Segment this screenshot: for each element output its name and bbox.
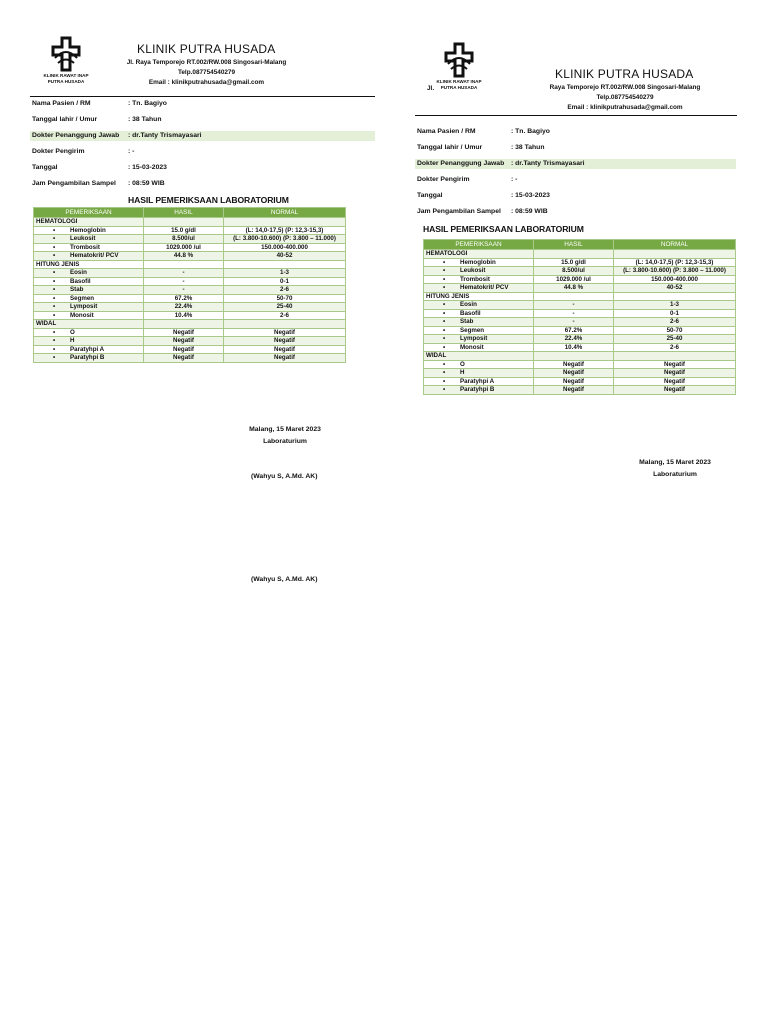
header-divider — [30, 96, 375, 97]
test-result: 44.8 % — [144, 252, 224, 261]
test-normal: 50-70 — [224, 294, 346, 303]
column-header: NORMAL — [224, 208, 346, 218]
test-name — [424, 258, 534, 267]
test-normal: 40-52 — [224, 252, 346, 261]
test-normal: Negatif — [224, 345, 346, 354]
patient-value: : 15-03-2023 — [128, 164, 167, 171]
section-label: HITUNG JENIS — [424, 292, 534, 301]
clinic-address-block — [525, 83, 725, 113]
test-name-text: Lymposit — [70, 303, 98, 310]
test-name-text: Eosin — [70, 269, 87, 276]
patient-label: Dokter Penanggung Jawab — [417, 160, 505, 167]
table-row — [424, 284, 736, 293]
column-header: PEMERIKSAAN — [34, 208, 144, 218]
sign-place-date: Malang, 15 Maret 2023 — [249, 426, 321, 433]
test-normal: 0-1 — [224, 277, 346, 286]
logo-line-1: KLINIK RAWAT INAP — [436, 79, 482, 84]
column-header: PEMERIKSAAN — [424, 240, 534, 250]
address-prefix: Jl. — [427, 85, 435, 92]
patient-label: Dokter Pengirim — [32, 148, 85, 155]
patient-row — [415, 159, 736, 169]
test-result: Negatif — [144, 354, 224, 363]
test-name-text: Segmen — [70, 294, 95, 302]
test-normal: 25-40 — [614, 335, 736, 344]
patient-value: : Tn. Bagiyo — [128, 100, 167, 107]
test-normal: 40-52 — [614, 284, 736, 293]
table-row — [34, 328, 346, 337]
test-name — [34, 269, 144, 278]
clinic-address: Raya Temporejo RT.002/RW.008 Singosari-Malang — [549, 84, 701, 91]
table-row — [424, 386, 736, 395]
patient-row — [30, 179, 375, 189]
test-name-text: Monosit — [70, 311, 94, 319]
test-normal: 50-70 — [614, 326, 736, 335]
test-normal: 2-6 — [224, 286, 346, 295]
patient-value: : Tn. Bagiyo — [511, 128, 550, 135]
test-result: 8.500/ul — [534, 267, 614, 276]
table-row — [424, 301, 736, 310]
patient-row — [415, 143, 736, 153]
patient-row — [30, 131, 375, 141]
section-row — [424, 292, 736, 301]
table-header-row — [34, 208, 346, 218]
test-name — [34, 235, 144, 244]
test-name — [424, 369, 534, 378]
table-row — [34, 337, 346, 346]
test-name-text: Paratyhpi B — [460, 386, 495, 393]
test-name-text: Segmen — [460, 326, 485, 334]
test-name — [424, 284, 534, 293]
test-name-text: Paratyhpi A — [460, 377, 495, 385]
test-name-text: Lymposit — [460, 335, 488, 342]
table-row — [34, 269, 346, 278]
test-result: - — [534, 309, 614, 318]
patient-label: Tanggal lahir / Umur — [32, 116, 98, 123]
test-name-text: Leukosit — [70, 235, 96, 242]
table-row — [34, 226, 346, 235]
test-normal: (L: 3.800-10.600) (P: 3.800 – 11.000) — [614, 267, 736, 276]
patient-row — [415, 175, 736, 185]
clinic-email: Email : klinikputrahusada@gmail.com — [148, 79, 265, 86]
test-name-text: O — [70, 328, 75, 336]
table-row — [34, 294, 346, 303]
table-row — [424, 369, 736, 378]
test-name — [34, 252, 144, 261]
logo-line-2: PUTRA HUSADA — [47, 78, 85, 84]
test-result: Negatif — [144, 337, 224, 346]
table-row — [424, 267, 736, 276]
test-name — [424, 309, 534, 318]
test-name — [34, 337, 144, 346]
lab-title: HASIL PEMERIKSAAN LABORATORIUM — [423, 224, 584, 234]
table-row — [34, 235, 346, 244]
clinic-address-block — [114, 58, 299, 88]
table-row — [424, 360, 736, 369]
test-result: 8.500/ul — [144, 235, 224, 244]
test-name — [34, 286, 144, 295]
patient-info — [415, 127, 736, 223]
table-row — [34, 252, 346, 261]
test-result: 1029.000 /ul — [534, 275, 614, 284]
clinic-phone: Telp.087754540279 — [596, 94, 654, 101]
test-result: Negatif — [534, 386, 614, 395]
table-row — [34, 286, 346, 295]
table-row — [34, 345, 346, 354]
patient-row — [415, 207, 736, 217]
test-normal: Negatif — [224, 354, 346, 363]
test-name-text: Leukosit — [460, 267, 486, 274]
clinic-address: Jl. Raya Temporejo RT.002/RW.008 Singosari-Malang — [126, 59, 287, 66]
test-name — [34, 303, 144, 312]
test-name-text: Basofil — [460, 309, 481, 317]
table-row — [424, 318, 736, 327]
test-normal: (L: 14,0-17,5) (P: 12,3-15,3) — [224, 226, 346, 235]
table-row — [424, 326, 736, 335]
test-name — [424, 343, 534, 352]
test-result: - — [534, 318, 614, 327]
test-result: 22.4% — [144, 303, 224, 312]
test-name-text: Eosin — [460, 301, 477, 308]
test-name-text: Hemoglobin — [70, 226, 106, 234]
table-row — [34, 303, 346, 312]
test-name-text: Hematokrit/ PCV — [460, 284, 509, 291]
table-row — [34, 311, 346, 320]
test-normal: 2-6 — [614, 343, 736, 352]
patient-row — [30, 147, 375, 157]
table-header-row — [424, 240, 736, 250]
test-result: Negatif — [534, 369, 614, 378]
patient-value: : - — [128, 148, 135, 155]
test-name — [34, 354, 144, 363]
test-name-text: H — [460, 369, 465, 376]
patient-label: Tanggal — [417, 192, 443, 199]
test-normal: 2-6 — [224, 311, 346, 320]
test-normal: (L: 14,0-17,5) (P: 12,3-15,3) — [614, 258, 736, 267]
test-normal: Negatif — [224, 337, 346, 346]
test-normal: 2-6 — [614, 318, 736, 327]
clinic-cross-icon — [49, 36, 83, 72]
test-name-text: Trombosit — [460, 275, 490, 283]
section-row — [34, 218, 346, 227]
test-result: - — [144, 286, 224, 295]
patient-row — [30, 99, 375, 109]
patient-value: : 08:59 WIB — [128, 180, 165, 187]
test-name — [34, 277, 144, 286]
test-normal: Negatif — [614, 377, 736, 386]
test-name — [424, 267, 534, 276]
table-row — [424, 343, 736, 352]
test-name-text: Basofil — [70, 277, 91, 285]
test-result: Negatif — [144, 345, 224, 354]
signer-name: (Wahyu S, A.Md. AK) — [251, 473, 318, 480]
test-normal: Negatif — [614, 369, 736, 378]
patient-label: Jam Pengambilan Sampel — [32, 180, 116, 187]
test-name-text: Paratyhpi B — [70, 354, 105, 361]
test-name — [424, 360, 534, 369]
test-result: 10.4% — [144, 311, 224, 320]
patient-label: Nama Pasien / RM — [417, 128, 476, 135]
test-result: - — [144, 269, 224, 278]
test-result: 15.0 g/dl — [534, 258, 614, 267]
test-normal: 150.000-400.000 — [614, 275, 736, 284]
clinic-email: Email : klinikputrahusada@gmail.com — [567, 104, 683, 111]
lab-results-table — [33, 207, 346, 363]
table-row — [424, 335, 736, 344]
test-normal: Negatif — [224, 328, 346, 337]
patient-label: Tanggal lahir / Umur — [417, 144, 483, 151]
patient-value: : 08:59 WIB — [511, 208, 548, 215]
section-row — [424, 250, 736, 259]
section-row — [34, 320, 346, 329]
sign-dept: Laboraturium — [263, 438, 307, 445]
test-name-text: Monosit — [460, 343, 484, 351]
test-name — [424, 386, 534, 395]
test-name — [34, 243, 144, 252]
logo-line-1: KLINIK RAWAT INAP — [43, 73, 89, 78]
test-normal: 0-1 — [614, 309, 736, 318]
header-divider — [415, 115, 737, 116]
test-result: Negatif — [144, 328, 224, 337]
section-label: HEMATOLOGI — [34, 218, 144, 227]
lab-title: HASIL PEMERIKSAAN LABORATORIUM — [128, 195, 289, 205]
patient-value: : 38 Tahun — [128, 116, 162, 123]
test-name-text: Hematokrit/ PCV — [70, 252, 119, 259]
sign-dept: Laboraturium — [653, 471, 697, 478]
test-name — [34, 328, 144, 337]
test-name-text: O — [460, 360, 465, 368]
patient-row — [30, 115, 375, 125]
test-normal: (L: 3.800-10.600) (P: 3.800 – 11.000) — [224, 235, 346, 244]
patient-label: Tanggal — [32, 164, 58, 171]
clinic-cross-icon — [442, 42, 476, 78]
test-name — [424, 335, 534, 344]
section-label: HEMATOLOGI — [424, 250, 534, 259]
test-name — [34, 226, 144, 235]
patient-value: : - — [511, 176, 518, 183]
clinic-phone: Telp.087754540279 — [177, 69, 236, 76]
test-name — [424, 318, 534, 327]
patient-label: Dokter Pengirim — [417, 176, 470, 183]
patient-row — [415, 127, 736, 137]
test-name — [424, 326, 534, 335]
test-result: - — [144, 277, 224, 286]
test-name — [34, 294, 144, 303]
table-row — [34, 354, 346, 363]
test-normal: Negatif — [614, 386, 736, 395]
table-row — [424, 275, 736, 284]
section-row — [424, 352, 736, 361]
signer-name: (Wahyu S, A.Md. AK) — [251, 576, 318, 583]
test-result: 10.4% — [534, 343, 614, 352]
test-name-text: Hemoglobin — [460, 258, 496, 266]
test-result: - — [534, 301, 614, 310]
test-name-text: Paratyhpi A — [70, 345, 105, 353]
patient-value: : dr.Tanty Trismayasari — [128, 132, 202, 139]
test-result: 67.2% — [534, 326, 614, 335]
patient-value: : dr.Tanty Trismayasari — [511, 160, 585, 167]
lab-results-table — [423, 239, 736, 395]
test-normal: 1-3 — [614, 301, 736, 310]
test-result: 44.8 % — [534, 284, 614, 293]
clinic-name: KLINIK PUTRA HUSADA — [555, 67, 694, 81]
test-normal: 1-3 — [224, 269, 346, 278]
test-name — [34, 311, 144, 320]
test-name — [424, 275, 534, 284]
clinic-name: KLINIK PUTRA HUSADA — [137, 42, 276, 56]
table-row — [424, 309, 736, 318]
section-label: HITUNG JENIS — [34, 260, 144, 269]
table-row — [424, 377, 736, 386]
test-result: Negatif — [534, 360, 614, 369]
clinic-logo — [38, 36, 94, 84]
table-row — [424, 258, 736, 267]
test-name-text: H — [70, 337, 75, 344]
test-result: 15.0 g/dl — [144, 226, 224, 235]
test-name-text: Stab — [460, 318, 474, 325]
test-name-text: Trombosit — [70, 243, 100, 251]
table-row — [34, 277, 346, 286]
section-label: WIDAL — [424, 352, 534, 361]
test-result: 22.4% — [534, 335, 614, 344]
test-name-text: Stab — [70, 286, 84, 293]
test-result: Negatif — [534, 377, 614, 386]
patient-label: Jam Pengambilan Sampel — [417, 208, 501, 215]
section-label: WIDAL — [34, 320, 144, 329]
column-header: HASIL — [534, 240, 614, 250]
section-row — [34, 260, 346, 269]
column-header: NORMAL — [614, 240, 736, 250]
test-name — [424, 301, 534, 310]
test-normal: 150.000-400.000 — [224, 243, 346, 252]
logo-line-2: PUTRA HUSADA — [440, 84, 478, 90]
sign-place-date: Malang, 15 Maret 2023 — [639, 459, 711, 466]
patient-label: Dokter Penanggung Jawab — [32, 132, 120, 139]
table-row — [34, 243, 346, 252]
test-result: 1029.000 /ul — [144, 243, 224, 252]
patient-row — [30, 163, 375, 173]
patient-info — [30, 99, 375, 195]
patient-label: Nama Pasien / RM — [32, 100, 91, 107]
patient-row — [415, 191, 736, 201]
test-name — [34, 345, 144, 354]
patient-value: : 38 Tahun — [511, 144, 545, 151]
signature-block — [240, 424, 330, 448]
clinic-logo — [431, 42, 487, 90]
test-normal: Negatif — [614, 360, 736, 369]
patient-value: : 15-03-2023 — [511, 192, 550, 199]
signature-block — [630, 457, 720, 481]
test-name — [424, 377, 534, 386]
test-result: 67.2% — [144, 294, 224, 303]
column-header: HASIL — [144, 208, 224, 218]
test-normal: 25-40 — [224, 303, 346, 312]
